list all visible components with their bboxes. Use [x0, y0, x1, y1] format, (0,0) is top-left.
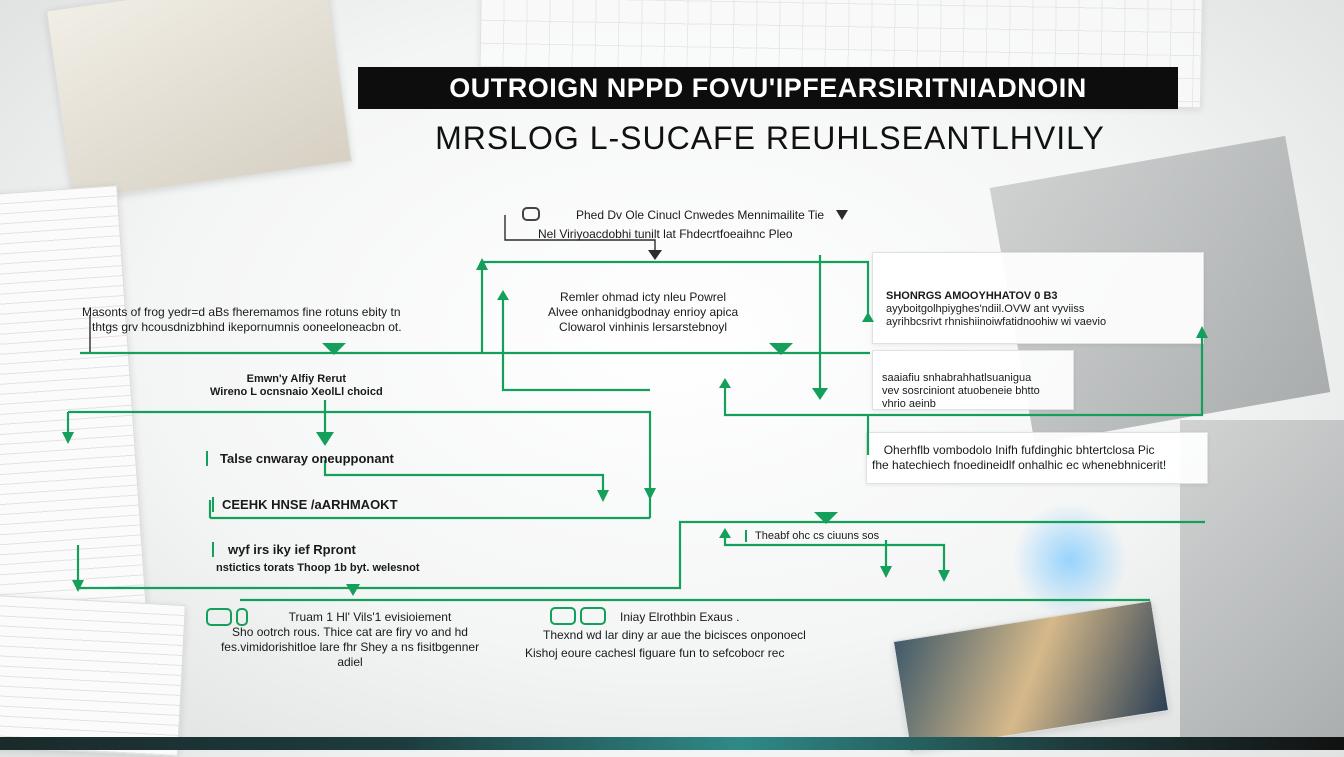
- arrowhead-9: [316, 432, 334, 446]
- arrowhead-15: [938, 570, 950, 582]
- node-center-upper-line2: Alvee onhanidgbodnay enrioy apica: [548, 305, 739, 319]
- node-left-mid: [210, 373, 383, 399]
- node-top-center-line2: Nel Viriyoacdobhi tunilt lat Fhdecrtfoeaihnc Pleo: [538, 227, 793, 241]
- node-bottom-left-line2: fes.vimidorishitloe lare fhr Shey a ns fisitbgenner: [220, 640, 480, 654]
- connector-center-down-2: [325, 460, 603, 500]
- node-bottom-right-line2: Kishoj eoure cachesl figuare fun to sefcobocr rec: [525, 646, 785, 660]
- arrowhead-6: [719, 378, 731, 388]
- node-left-bold-2: [212, 497, 398, 512]
- node-center-upper: [548, 290, 738, 335]
- arrowhead-7: [862, 312, 874, 322]
- node-right-lower-line1: Oherhflb vombodolo Inifh fufdinghic bhtertclosa Pic: [883, 443, 1155, 457]
- node-left-bold-1-label: Talse cnwaray oneupponant: [206, 451, 394, 466]
- arrowhead-14: [719, 528, 731, 538]
- node-bottom-right: [525, 610, 806, 661]
- arrowhead-10: [62, 432, 74, 444]
- node-left-upper-line1: Masonts of frog yedr=d aBs fheremamos fine rotuns ebity tn: [82, 305, 401, 319]
- bottom-accent-bar: [0, 737, 1344, 750]
- node-top-center-line1: Phed Dv Ole Cinucl Cnwedes Mennimailite Tie: [576, 208, 825, 222]
- node-left-bold-3-line1: wyf irs iky ief Rpront: [212, 542, 420, 557]
- node-right-mid-line3: vhrio aeinb: [882, 398, 936, 410]
- node-right-lower: [872, 443, 1166, 473]
- node-left-bold-1: [206, 451, 394, 466]
- subtitle: MRSLOG L-SUCAFE REUHLSEANTLHVILY: [435, 120, 1105, 156]
- node-left-mid-line1: Emwn'y Alfiy Rerut: [246, 373, 347, 385]
- node-top-center-icon: [522, 207, 540, 221]
- arrowhead-12: [644, 488, 656, 500]
- node-right-upper-line1: SHONRGS AMOOYHHATOV 0 B3: [886, 290, 1058, 302]
- node-right-lower-line2: fhe hatechiech fnoedineidlf onhalhic ec whenebhnicerit!: [872, 458, 1167, 472]
- arrowhead-18: [72, 580, 84, 592]
- title-text: OUTROIGN NPPD FOVU'IPFEARSIRITNIADNOIN: [449, 72, 1087, 103]
- node-right-upper-line3: ayrihbcsrivt rhnishiinoiwfatidnoohiw wi vaevio: [886, 316, 1107, 328]
- node-left-upper: [82, 305, 402, 335]
- arrowhead-4: [476, 258, 488, 270]
- node-bottom-left-heading: Truam 1 Hl' Vils'1 evisioiement: [288, 610, 452, 624]
- node-right-upper-line2: ayyboitgolhpiyghes'ndiil.OVW ant vyviiss: [886, 303, 1085, 315]
- arrowhead-5: [497, 290, 509, 300]
- arrowhead-16: [880, 566, 892, 578]
- arrowhead-11: [597, 490, 609, 502]
- node-center-upper-line1: Remler ohmad icty nleu Powrel: [560, 290, 727, 304]
- node-left-mid-line2: Wireno L ocnsnaio XeolLl choicd: [210, 386, 383, 398]
- node-left-bold-3: [212, 542, 420, 576]
- arrowhead-dark-1: [648, 250, 662, 260]
- node-top-center: [538, 208, 824, 242]
- node-right-upper: [886, 290, 1106, 329]
- node-bottom-left: [205, 610, 495, 670]
- arrowhead-17: [346, 584, 360, 596]
- node-bottom-right-line1: Thexnd wd lar diny ar aue the bicisces onponoecl: [543, 628, 806, 642]
- node-left-bold-3-line2: nstictics torats Thoop 1b byt. welesnot: [216, 562, 420, 574]
- node-bottom-left-line3: adiel: [337, 655, 363, 669]
- arrowhead-dark-2: [836, 210, 848, 220]
- node-left-upper-line2: thtgs grv hcousdnizbhind ikepornumnis ooneeloneacbn ot.: [92, 320, 402, 334]
- node-bottom-left-line1: Sho ootrch rous. Thice cat are firy vo and hd: [232, 625, 468, 639]
- node-right-mid: [882, 372, 1040, 411]
- node-mid-small-label: Theabf ohc cs ciuuns sos: [745, 530, 879, 542]
- arrowhead-3: [812, 388, 828, 400]
- node-left-bold-2-label: CEEHK HNSE /aARHMAOKT: [212, 497, 398, 512]
- node-right-mid-line1: saaiafiu snhabrahhatlsuanigua: [882, 372, 1032, 384]
- node-mid-small: [745, 529, 879, 544]
- node-bottom-right-heading: Iniay Elrothbin Exaus .: [620, 610, 740, 624]
- arrowhead-8: [1196, 326, 1208, 338]
- node-right-mid-line2: vev sosrciniont atuobeneie bhtto: [882, 385, 1040, 397]
- node-center-upper-line3: Clowarol vinhinis lersarstebnoyl: [559, 320, 728, 334]
